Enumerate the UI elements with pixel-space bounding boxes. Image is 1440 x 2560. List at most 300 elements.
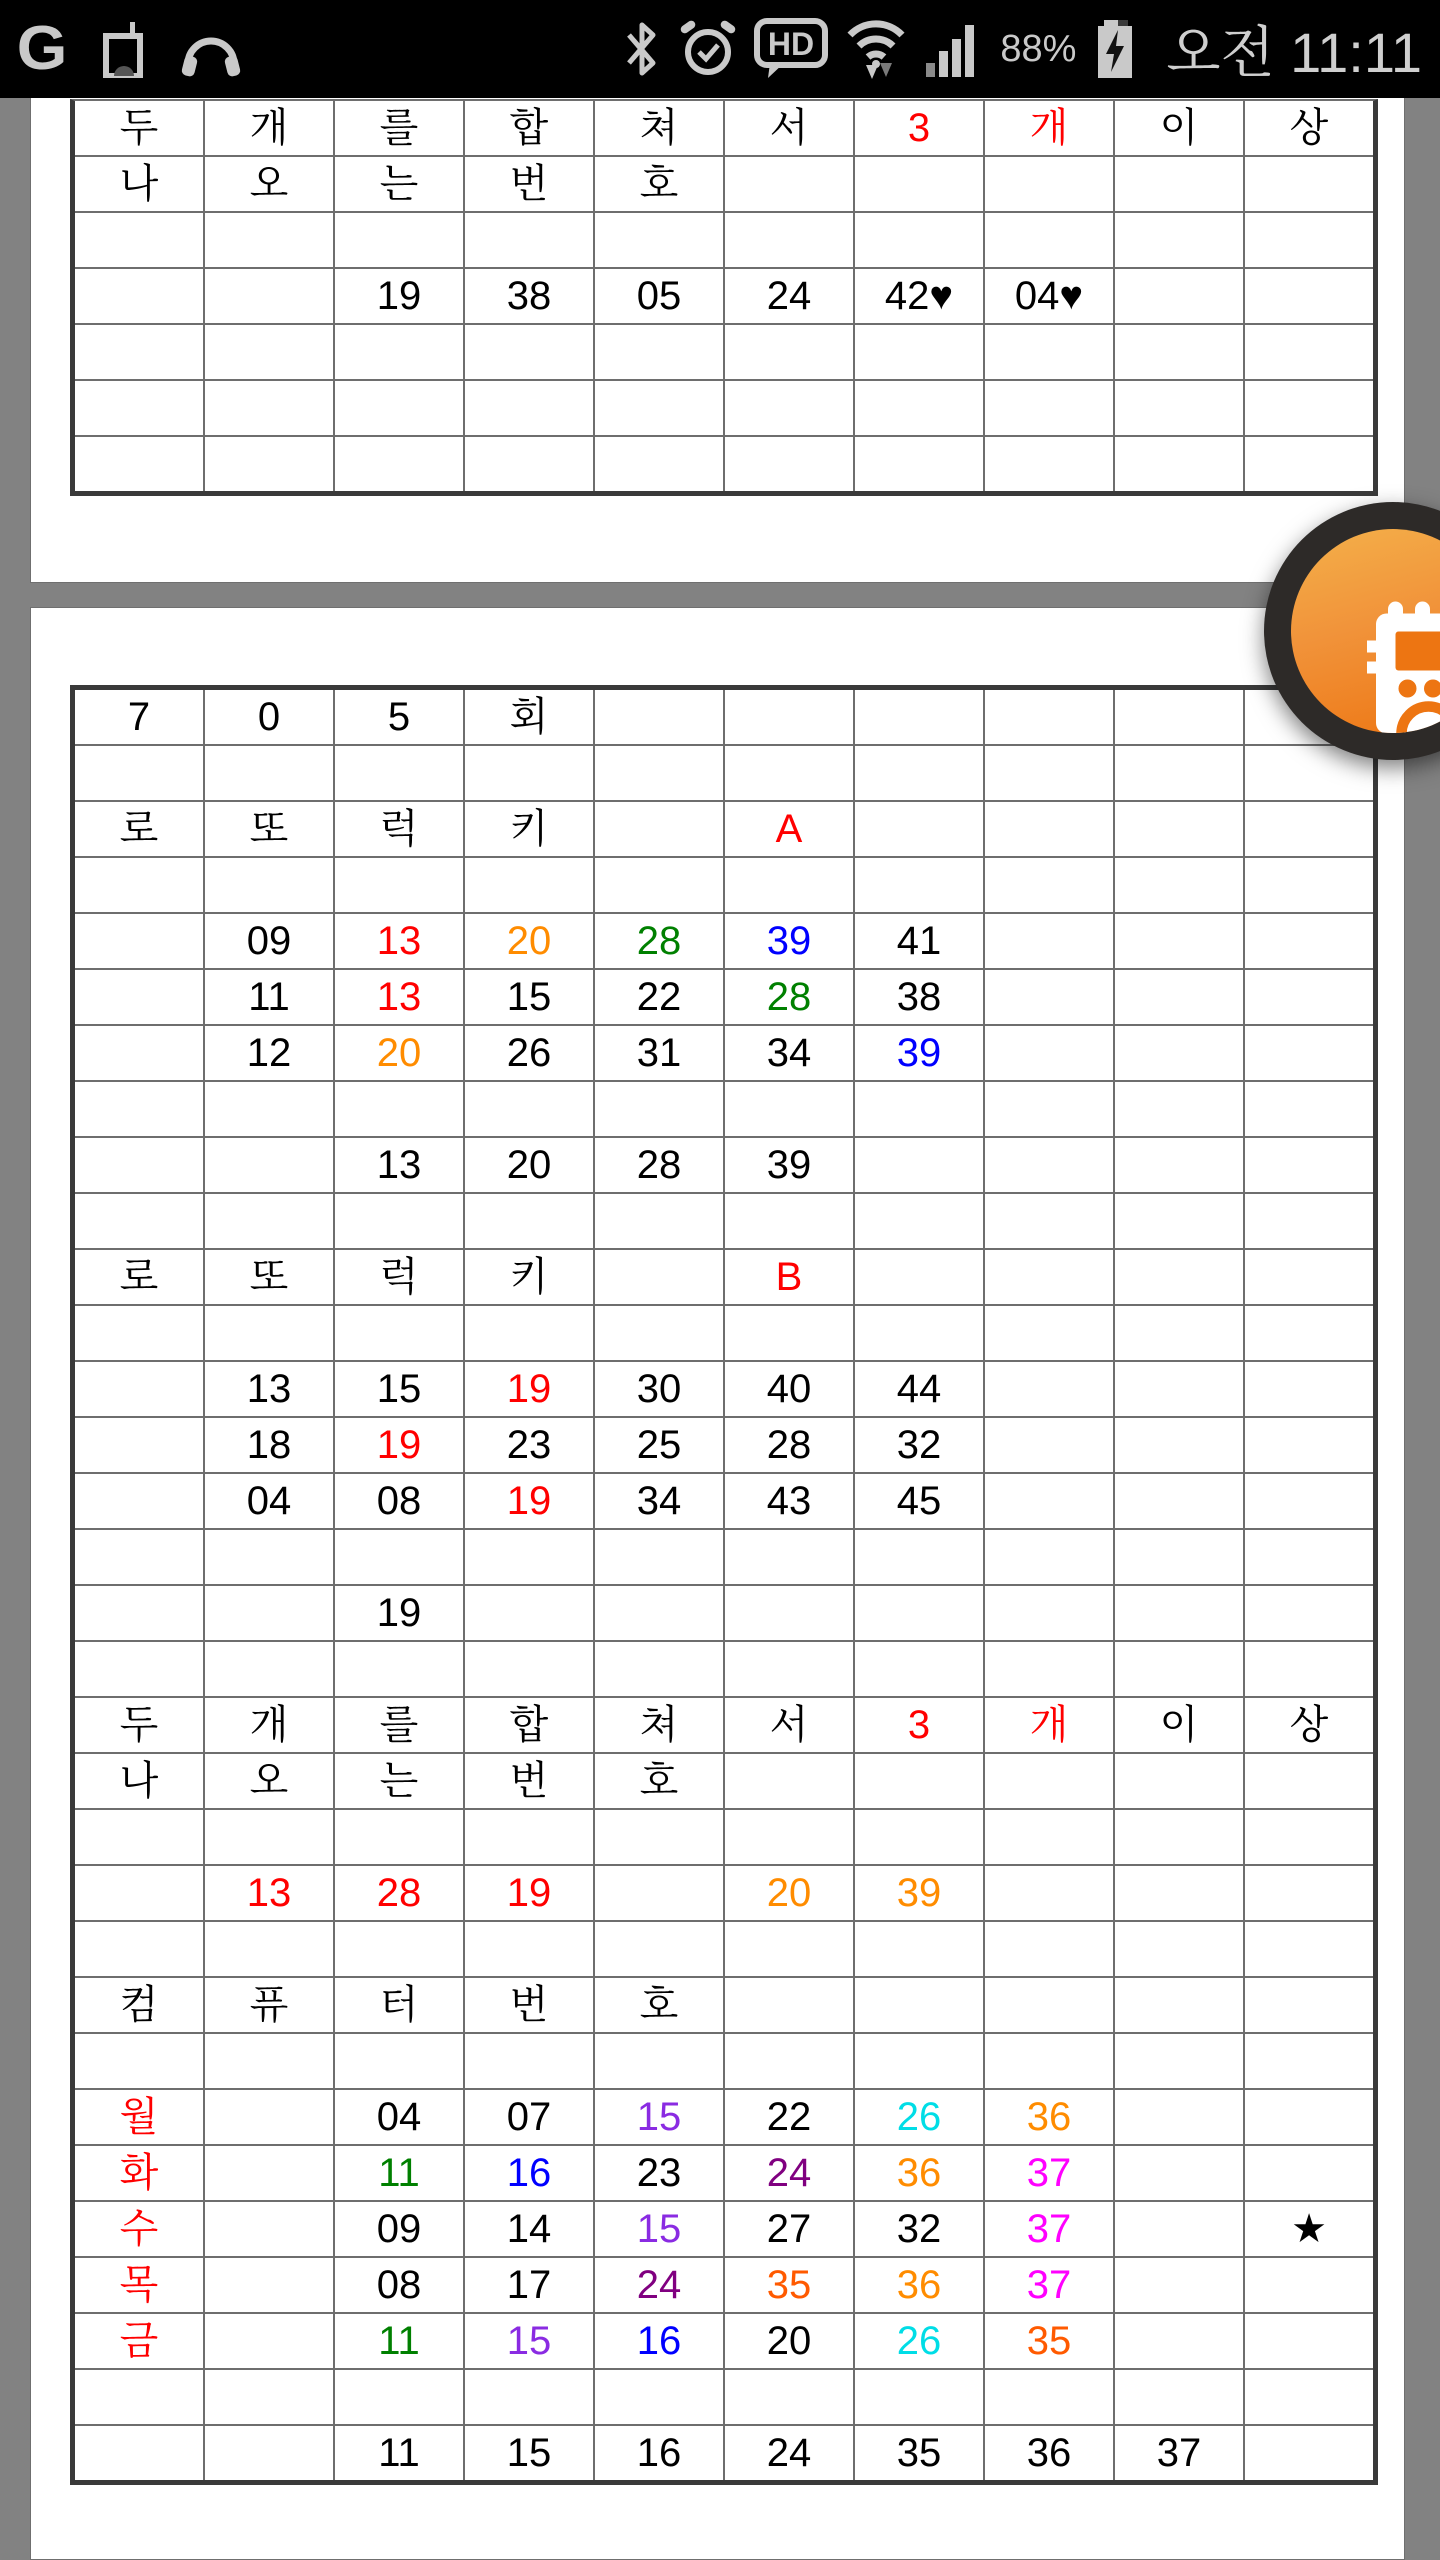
table-cell[interactable]: 15 <box>595 2202 723 2256</box>
table-cell[interactable] <box>1115 914 1243 968</box>
table-cell[interactable] <box>1115 690 1243 744</box>
table-cell[interactable] <box>595 1922 723 1976</box>
table-cell[interactable] <box>595 1082 723 1136</box>
table-cell[interactable] <box>1245 1138 1373 1192</box>
table-cell[interactable] <box>205 269 333 323</box>
table-cell[interactable] <box>75 1082 203 1136</box>
table-cell[interactable] <box>855 1978 983 2032</box>
table-cell[interactable] <box>1115 1418 1243 1472</box>
table-cell[interactable] <box>985 213 1113 267</box>
table-cell[interactable]: 39 <box>855 1026 983 1080</box>
table-cell[interactable] <box>855 437 983 491</box>
table-cell[interactable]: 개 <box>985 101 1113 155</box>
table-cell[interactable]: 26 <box>465 1026 593 1080</box>
table-cell[interactable]: 컴 <box>75 1978 203 2032</box>
table-cell[interactable] <box>1245 437 1373 491</box>
table-cell[interactable]: 이 <box>1115 1698 1243 1752</box>
table-cell[interactable]: 28 <box>725 970 853 1024</box>
table-cell[interactable] <box>205 746 333 800</box>
table-cell[interactable]: 상 <box>1245 1698 1373 1752</box>
table-cell[interactable]: 13 <box>335 1138 463 1192</box>
table-cell[interactable]: 나 <box>75 157 203 211</box>
table-cell[interactable]: 3 <box>855 101 983 155</box>
table-cell[interactable] <box>75 1026 203 1080</box>
table-cell[interactable]: 퓨 <box>205 1978 333 2032</box>
table-cell[interactable]: 20 <box>465 914 593 968</box>
table-cell[interactable] <box>205 1922 333 1976</box>
table-cell[interactable] <box>335 1306 463 1360</box>
table-cell[interactable]: 36 <box>855 2146 983 2200</box>
table-cell[interactable]: 두 <box>75 101 203 155</box>
table-cell[interactable]: 28 <box>595 1138 723 1192</box>
table-cell[interactable] <box>1245 914 1373 968</box>
table-cell[interactable]: 를 <box>335 101 463 155</box>
table-cell[interactable]: 7 <box>75 690 203 744</box>
table-cell[interactable] <box>1115 2034 1243 2088</box>
table-cell[interactable] <box>1245 1754 1373 1808</box>
table-cell[interactable]: 서 <box>725 1698 853 1752</box>
table-cell[interactable] <box>985 746 1113 800</box>
table-cell[interactable] <box>465 1642 593 1696</box>
table-cell[interactable] <box>1245 1586 1373 1640</box>
table-cell[interactable] <box>595 1250 723 1304</box>
table-cell[interactable] <box>1245 1194 1373 1248</box>
table-cell[interactable] <box>1115 1810 1243 1864</box>
table-cell[interactable]: 14 <box>465 2202 593 2256</box>
table-cell[interactable]: 43 <box>725 1474 853 1528</box>
table-cell[interactable] <box>1245 1306 1373 1360</box>
table-cell[interactable]: 24 <box>595 2258 723 2312</box>
table-cell[interactable]: 터 <box>335 1978 463 2032</box>
table-cell[interactable] <box>1245 1474 1373 1528</box>
table-cell[interactable] <box>205 2034 333 2088</box>
table-cell[interactable] <box>985 1754 1113 1808</box>
table-cell[interactable] <box>75 1362 203 1416</box>
table-cell[interactable] <box>75 437 203 491</box>
table-cell[interactable]: 38 <box>855 970 983 1024</box>
table-cell[interactable]: 키 <box>465 1250 593 1304</box>
table-cell[interactable] <box>335 381 463 435</box>
table-cell[interactable] <box>465 437 593 491</box>
table-cell[interactable]: 26 <box>855 2314 983 2368</box>
table-cell[interactable] <box>205 858 333 912</box>
table-cell[interactable]: B <box>725 1250 853 1304</box>
table-cell[interactable]: 36 <box>985 2090 1113 2144</box>
table-cell[interactable] <box>595 325 723 379</box>
table-cell[interactable] <box>335 1922 463 1976</box>
table-cell[interactable] <box>855 802 983 856</box>
table-cell[interactable]: 31 <box>595 1026 723 1080</box>
table-cell[interactable]: ★ <box>1245 2202 1373 2256</box>
table-cell[interactable] <box>725 1082 853 1136</box>
table-cell[interactable] <box>1245 2370 1373 2424</box>
table-cell[interactable]: 호 <box>595 1754 723 1808</box>
table-cell[interactable] <box>75 1194 203 1248</box>
table-cell[interactable] <box>335 2034 463 2088</box>
table-cell[interactable] <box>1115 1474 1243 1528</box>
table-cell[interactable]: 05 <box>595 269 723 323</box>
table-cell[interactable] <box>1245 2034 1373 2088</box>
table-cell[interactable] <box>1245 381 1373 435</box>
table-cell[interactable] <box>1245 213 1373 267</box>
table-cell[interactable]: 로 <box>75 1250 203 1304</box>
table-cell[interactable] <box>75 269 203 323</box>
table-cell[interactable] <box>75 381 203 435</box>
table-cell[interactable] <box>1245 1082 1373 1136</box>
table-cell[interactable] <box>855 381 983 435</box>
table-cell[interactable]: 는 <box>335 1754 463 1808</box>
table-cell[interactable] <box>1115 858 1243 912</box>
table-cell[interactable]: 38 <box>465 269 593 323</box>
table-cell[interactable]: 13 <box>205 1362 333 1416</box>
table-cell[interactable]: 번 <box>465 1754 593 1808</box>
table-cell[interactable] <box>855 1250 983 1304</box>
table-cell[interactable] <box>1115 1138 1243 1192</box>
table-cell[interactable] <box>205 1530 333 1584</box>
table-cell[interactable]: 35 <box>725 2258 853 2312</box>
table-cell[interactable] <box>725 1306 853 1360</box>
table-cell[interactable]: 30 <box>595 1362 723 1416</box>
table-cell[interactable] <box>855 1642 983 1696</box>
table-cell[interactable] <box>205 325 333 379</box>
table-cell[interactable]: 34 <box>595 1474 723 1528</box>
table-cell[interactable] <box>985 1194 1113 1248</box>
table-cell[interactable] <box>985 1586 1113 1640</box>
table-cell[interactable] <box>1115 1530 1243 1584</box>
table-cell[interactable]: 회 <box>465 690 593 744</box>
table-cell[interactable] <box>985 1082 1113 1136</box>
table-cell[interactable] <box>1115 1362 1243 1416</box>
table-cell[interactable]: 11 <box>335 2426 463 2480</box>
table-cell[interactable]: 번 <box>465 157 593 211</box>
table-cell[interactable] <box>335 858 463 912</box>
table-cell[interactable]: 32 <box>855 1418 983 1472</box>
table-cell[interactable] <box>205 2426 333 2480</box>
table-cell[interactable] <box>465 1194 593 1248</box>
table-cell[interactable] <box>595 1866 723 1920</box>
table-cell[interactable] <box>855 1810 983 1864</box>
table-cell[interactable]: 20 <box>725 1866 853 1920</box>
table-cell[interactable]: 23 <box>465 1418 593 1472</box>
table-cell[interactable] <box>985 1418 1113 1472</box>
table-cell[interactable]: 3 <box>855 1698 983 1752</box>
table-cell[interactable] <box>725 2034 853 2088</box>
table-cell[interactable] <box>75 970 203 1024</box>
table-cell[interactable]: 25 <box>595 1418 723 1472</box>
table-cell[interactable] <box>985 1474 1113 1528</box>
table-cell[interactable] <box>205 2202 333 2256</box>
table-cell[interactable] <box>1245 1642 1373 1696</box>
table-cell[interactable] <box>985 802 1113 856</box>
table-cell[interactable]: 28 <box>595 914 723 968</box>
table-cell[interactable] <box>1115 325 1243 379</box>
table-cell[interactable]: 16 <box>595 2314 723 2368</box>
table-cell[interactable]: 호 <box>595 1978 723 2032</box>
table-cell[interactable] <box>725 1194 853 1248</box>
table-cell[interactable]: 로 <box>75 802 203 856</box>
table-cell[interactable] <box>595 1642 723 1696</box>
table-cell[interactable] <box>1245 970 1373 1024</box>
table-cell[interactable] <box>595 690 723 744</box>
table-cell[interactable] <box>1115 2258 1243 2312</box>
table-cell[interactable]: 04♥ <box>985 269 1113 323</box>
table-cell[interactable] <box>1115 2370 1243 2424</box>
table-cell[interactable] <box>855 157 983 211</box>
table-cell[interactable]: 15 <box>465 970 593 1024</box>
table-cell[interactable]: 28 <box>725 1418 853 1472</box>
table-cell[interactable] <box>465 858 593 912</box>
table-cell[interactable] <box>1115 2146 1243 2200</box>
table-cell[interactable]: 08 <box>335 2258 463 2312</box>
table-cell[interactable] <box>725 1810 853 1864</box>
table-cell[interactable] <box>985 381 1113 435</box>
table-cell[interactable]: 28 <box>335 1866 463 1920</box>
table-cell[interactable] <box>985 1138 1113 1192</box>
table-cell[interactable]: A <box>725 802 853 856</box>
table-cell[interactable] <box>985 1530 1113 1584</box>
table-cell[interactable] <box>985 2034 1113 2088</box>
table-cell[interactable] <box>725 381 853 435</box>
table-cell[interactable] <box>985 1866 1113 1920</box>
table-cell[interactable] <box>1115 437 1243 491</box>
table-cell[interactable] <box>335 1082 463 1136</box>
table-cell[interactable] <box>595 802 723 856</box>
table-cell[interactable] <box>75 1530 203 1584</box>
table-cell[interactable] <box>1115 970 1243 1024</box>
table-cell[interactable] <box>1115 157 1243 211</box>
table-cell[interactable]: 또 <box>205 1250 333 1304</box>
table-cell[interactable]: 월 <box>75 2090 203 2144</box>
table-cell[interactable] <box>1245 157 1373 211</box>
table-cell[interactable] <box>75 2426 203 2480</box>
table-cell[interactable] <box>595 2370 723 2424</box>
table-cell[interactable] <box>1115 1866 1243 1920</box>
table-cell[interactable] <box>75 1866 203 1920</box>
table-cell[interactable] <box>985 858 1113 912</box>
table-cell[interactable]: 34 <box>725 1026 853 1080</box>
table-cell[interactable] <box>595 1530 723 1584</box>
table-cell[interactable]: 15 <box>465 2426 593 2480</box>
table-cell[interactable] <box>335 1810 463 1864</box>
table-cell[interactable]: 45 <box>855 1474 983 1528</box>
table-cell[interactable]: 쳐 <box>595 101 723 155</box>
table-cell[interactable] <box>855 858 983 912</box>
table-cell[interactable]: 16 <box>595 2426 723 2480</box>
table-cell[interactable]: 19 <box>465 1362 593 1416</box>
table-cell[interactable]: 합 <box>465 1698 593 1752</box>
table-cell[interactable] <box>985 1362 1113 1416</box>
table-cell[interactable]: 개 <box>205 101 333 155</box>
table-cell[interactable] <box>205 1810 333 1864</box>
table-cell[interactable]: 20 <box>725 2314 853 2368</box>
table-cell[interactable]: 35 <box>855 2426 983 2480</box>
table-cell[interactable]: 키 <box>465 802 593 856</box>
table-cell[interactable] <box>725 1922 853 1976</box>
table-cell[interactable] <box>985 1978 1113 2032</box>
table-cell[interactable] <box>1115 2202 1243 2256</box>
table-cell[interactable]: 럭 <box>335 802 463 856</box>
table-cell[interactable]: 36 <box>855 2258 983 2312</box>
table-cell[interactable] <box>1115 1978 1243 2032</box>
table-cell[interactable]: 화 <box>75 2146 203 2200</box>
table-cell[interactable] <box>1245 802 1373 856</box>
table-cell[interactable] <box>985 1306 1113 1360</box>
table-cell[interactable] <box>205 1586 333 1640</box>
table-cell[interactable] <box>985 2370 1113 2424</box>
table-cell[interactable]: 15 <box>335 1362 463 1416</box>
table-cell[interactable] <box>1245 2314 1373 2368</box>
table-cell[interactable] <box>725 1586 853 1640</box>
table-cell[interactable]: 39 <box>725 914 853 968</box>
table-cell[interactable] <box>985 914 1113 968</box>
table-cell[interactable]: 11 <box>335 2146 463 2200</box>
table-cell[interactable]: 이 <box>1115 101 1243 155</box>
table-cell[interactable] <box>465 1530 593 1584</box>
table-cell[interactable]: 서 <box>725 101 853 155</box>
table-cell[interactable] <box>335 746 463 800</box>
table-cell[interactable] <box>335 1642 463 1696</box>
table-cell[interactable] <box>465 2370 593 2424</box>
table-cell[interactable] <box>595 858 723 912</box>
table-cell[interactable]: 32 <box>855 2202 983 2256</box>
table-cell[interactable] <box>1115 1922 1243 1976</box>
table-cell[interactable]: 19 <box>465 1474 593 1528</box>
table-cell[interactable] <box>855 1530 983 1584</box>
table-cell[interactable]: 수 <box>75 2202 203 2256</box>
table-cell[interactable]: 15 <box>595 2090 723 2144</box>
table-cell[interactable] <box>595 1586 723 1640</box>
table-cell[interactable] <box>75 1642 203 1696</box>
table-cell[interactable] <box>1245 2146 1373 2200</box>
table-cell[interactable] <box>985 1810 1113 1864</box>
table-cell[interactable] <box>1245 1922 1373 1976</box>
table-cell[interactable] <box>1115 746 1243 800</box>
table-cell[interactable] <box>1115 1754 1243 1808</box>
table-cell[interactable] <box>595 1810 723 1864</box>
table-cell[interactable] <box>725 437 853 491</box>
table-cell[interactable] <box>725 1754 853 1808</box>
table-cell[interactable] <box>855 746 983 800</box>
table-cell[interactable]: 5 <box>335 690 463 744</box>
table-cell[interactable]: 20 <box>465 1138 593 1192</box>
table-cell[interactable] <box>855 1082 983 1136</box>
table-cell[interactable] <box>855 1586 983 1640</box>
table-cell[interactable] <box>75 1810 203 1864</box>
table-cell[interactable] <box>1245 2426 1373 2480</box>
table-cell[interactable] <box>725 746 853 800</box>
table-cell[interactable] <box>205 2258 333 2312</box>
table-cell[interactable] <box>855 2034 983 2088</box>
table-cell[interactable] <box>855 1194 983 1248</box>
table-cell[interactable]: 상 <box>1245 101 1373 155</box>
table-cell[interactable]: 41 <box>855 914 983 968</box>
table-cell[interactable]: 개 <box>205 1698 333 1752</box>
table-cell[interactable] <box>1245 1530 1373 1584</box>
table-cell[interactable]: 오 <box>205 1754 333 1808</box>
table-cell[interactable] <box>75 213 203 267</box>
table-cell[interactable] <box>75 1922 203 1976</box>
table-cell[interactable]: 24 <box>725 2426 853 2480</box>
table-cell[interactable]: 08 <box>335 1474 463 1528</box>
table-cell[interactable] <box>985 1026 1113 1080</box>
table-cell[interactable]: 35 <box>985 2314 1113 2368</box>
table-cell[interactable]: 는 <box>335 157 463 211</box>
table-cell[interactable] <box>335 325 463 379</box>
table-cell[interactable] <box>1115 213 1243 267</box>
table-cell[interactable]: 37 <box>985 2146 1113 2200</box>
table-cell[interactable] <box>335 437 463 491</box>
table-cell[interactable] <box>465 213 593 267</box>
table-cell[interactable] <box>75 858 203 912</box>
table-cell[interactable] <box>75 1138 203 1192</box>
table-cell[interactable] <box>465 1082 593 1136</box>
table-cell[interactable]: 24 <box>725 269 853 323</box>
table-cell[interactable] <box>465 1810 593 1864</box>
table-cell[interactable] <box>595 1194 723 1248</box>
table-cell[interactable] <box>205 213 333 267</box>
table-cell[interactable]: 19 <box>465 1866 593 1920</box>
table-cell[interactable] <box>855 1138 983 1192</box>
table-cell[interactable] <box>205 437 333 491</box>
table-cell[interactable]: 오 <box>205 157 333 211</box>
table-cell[interactable] <box>595 2034 723 2088</box>
table-cell[interactable] <box>335 1530 463 1584</box>
table-cell[interactable] <box>75 914 203 968</box>
table-cell[interactable]: 나 <box>75 1754 203 1808</box>
table-cell[interactable]: 09 <box>335 2202 463 2256</box>
table-cell[interactable] <box>205 2146 333 2200</box>
table-cell[interactable]: 24 <box>725 2146 853 2200</box>
table-cell[interactable] <box>1115 269 1243 323</box>
table-cell[interactable]: 04 <box>335 2090 463 2144</box>
table-cell[interactable]: 40 <box>725 1362 853 1416</box>
table-cell[interactable] <box>1245 1866 1373 1920</box>
table-cell[interactable] <box>1115 1026 1243 1080</box>
table-cell[interactable] <box>985 970 1113 1024</box>
table-cell[interactable] <box>1115 802 1243 856</box>
table-cell[interactable]: 쳐 <box>595 1698 723 1752</box>
table-cell[interactable] <box>855 690 983 744</box>
table-cell[interactable]: 09 <box>205 914 333 968</box>
table-cell[interactable]: 13 <box>205 1866 333 1920</box>
table-cell[interactable] <box>725 1530 853 1584</box>
table-cell[interactable]: 15 <box>465 2314 593 2368</box>
table-cell[interactable] <box>75 2370 203 2424</box>
table-cell[interactable]: 22 <box>725 2090 853 2144</box>
table-cell[interactable] <box>725 690 853 744</box>
table-cell[interactable] <box>465 746 593 800</box>
table-cell[interactable]: 07 <box>465 2090 593 2144</box>
table-cell[interactable] <box>595 1306 723 1360</box>
table-cell[interactable]: 36 <box>985 2426 1113 2480</box>
table-cell[interactable] <box>1115 2314 1243 2368</box>
table-cell[interactable] <box>75 1418 203 1472</box>
table-cell[interactable]: 13 <box>335 970 463 1024</box>
table-cell[interactable] <box>725 325 853 379</box>
table-cell[interactable]: 37 <box>985 2258 1113 2312</box>
table-cell[interactable] <box>725 213 853 267</box>
table-cell[interactable] <box>985 325 1113 379</box>
table-cell[interactable] <box>465 1922 593 1976</box>
table-cell[interactable] <box>725 157 853 211</box>
table-cell[interactable] <box>855 2370 983 2424</box>
table-cell[interactable] <box>1245 1418 1373 1472</box>
table-cell[interactable] <box>75 1306 203 1360</box>
table-cell[interactable] <box>855 1754 983 1808</box>
table-cell[interactable] <box>1115 1306 1243 1360</box>
table-cell[interactable] <box>205 2314 333 2368</box>
table-cell[interactable] <box>75 746 203 800</box>
